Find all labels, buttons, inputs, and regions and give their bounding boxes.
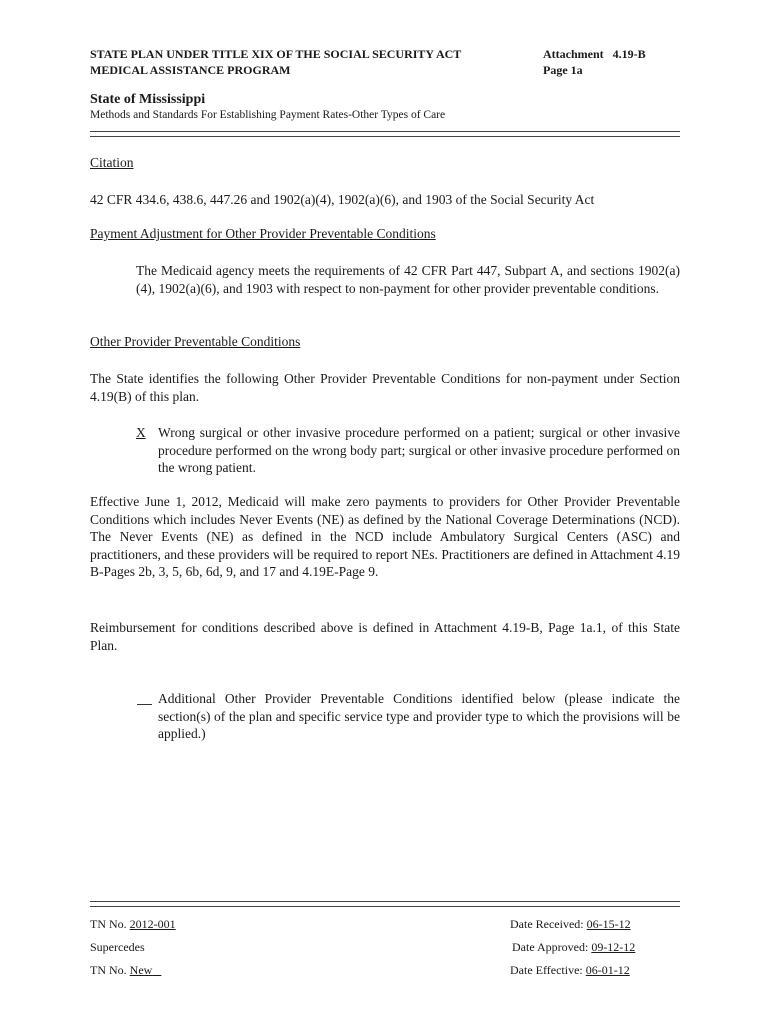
attachment-label: Attachment 4.19-B (543, 47, 646, 61)
oppc-intro: The State identifies the following Other Provider Preventable Conditions for non-payment under Section 4.19(B) of this plan. (90, 371, 680, 404)
tn-label: TN No. (90, 917, 127, 931)
checked-mark: X (136, 425, 146, 440)
date-received-label: Date Received: (510, 917, 584, 931)
header-title-line2: MEDICAL ASSISTANCE PROGRAM (90, 63, 291, 77)
citation-text: 42 CFR 434.6, 438.6, 447.26 and 1902(a)(4), 1902(a)(6), and 1903 of the Social Security Act (90, 192, 595, 207)
date-received-value: 06-15-12 (586, 917, 631, 931)
header-rule-top (90, 131, 680, 132)
tn2-value: New (129, 963, 153, 977)
tn-number (90, 917, 176, 932)
footer-rule-bottom (90, 906, 680, 907)
footer-rule-top (90, 901, 680, 902)
header-title-line1: STATE PLAN UNDER TITLE XIX OF THE SOCIAL SECURITY ACT (90, 47, 462, 61)
header-rule-bottom (90, 136, 680, 137)
state-title: State of Mississippi (90, 92, 206, 107)
supercedes-label: Supercedes (90, 940, 145, 954)
tn-value: 2012-001 (129, 917, 176, 931)
unchecked-item-text: Additional Other Provider Preventable Conditions identified below (please indicate the section(s) of the plan and specific service type and provider type to which the provisions will be applied.) (158, 691, 680, 741)
checked-item-text: Wrong surgical or other invasive procedure performed on a patient; surgical or other invasive procedure performed on the wrong body part; surgical or other invasive procedure performed on the wrong patient. (158, 425, 680, 475)
state-subtitle: Methods and Standards For Establishing Payment Rates-Other Types of Care (90, 109, 446, 121)
effective-paragraph: Effective June 1, 2012, Medicaid will make zero payments to providers for Other Provider Preventable Conditions which includes Never Events (NE) as defined by the National Coverage Determinations (NCD). The Never Events (NE) as defined in the NCD include Ambulatory Surgical Centers (ASC) and practitioners, and these providers will be required to report NEs. Practitioners are defined in Attachment 4.19 B-Pages 2b, 3, 5, 6b, 6d, 9, and 17 and 4.19E-Page 9. (90, 494, 680, 579)
oppc-heading: Other Provider Preventable Conditions (90, 334, 301, 349)
tn2-label: TN No. (90, 963, 127, 977)
reimbursement-paragraph: Reimbursement for conditions described above is defined in Attachment 4.19-B, Page 1a.1, of this State Plan. (90, 620, 680, 653)
date-effective-label: Date Effective: (510, 963, 583, 977)
header-right (543, 46, 646, 78)
date-effective-value: 06-01-12 (585, 963, 630, 977)
page-label: Page 1a (543, 63, 583, 77)
payment-adjustment-heading: Payment Adjustment for Other Provider Preventable Conditions (90, 226, 436, 241)
payment-adjustment-text: The Medicaid agency meets the requirements of 42 CFR Part 447, Subpart A, and sections 1902(a)(4), 1902(a)(6), and 1903 with respect to non-payment for other provider preventable conditions. (136, 263, 680, 296)
citation-heading: Citation (90, 155, 134, 170)
date-approved (512, 940, 635, 955)
unchecked-mark (137, 704, 152, 705)
date-effective (510, 963, 630, 978)
date-approved-value: 09-12-12 (591, 940, 636, 954)
tn-number-2 (90, 963, 161, 978)
date-approved-label: Date Approved: (512, 940, 589, 954)
header-left (90, 46, 461, 78)
date-received (510, 917, 631, 932)
